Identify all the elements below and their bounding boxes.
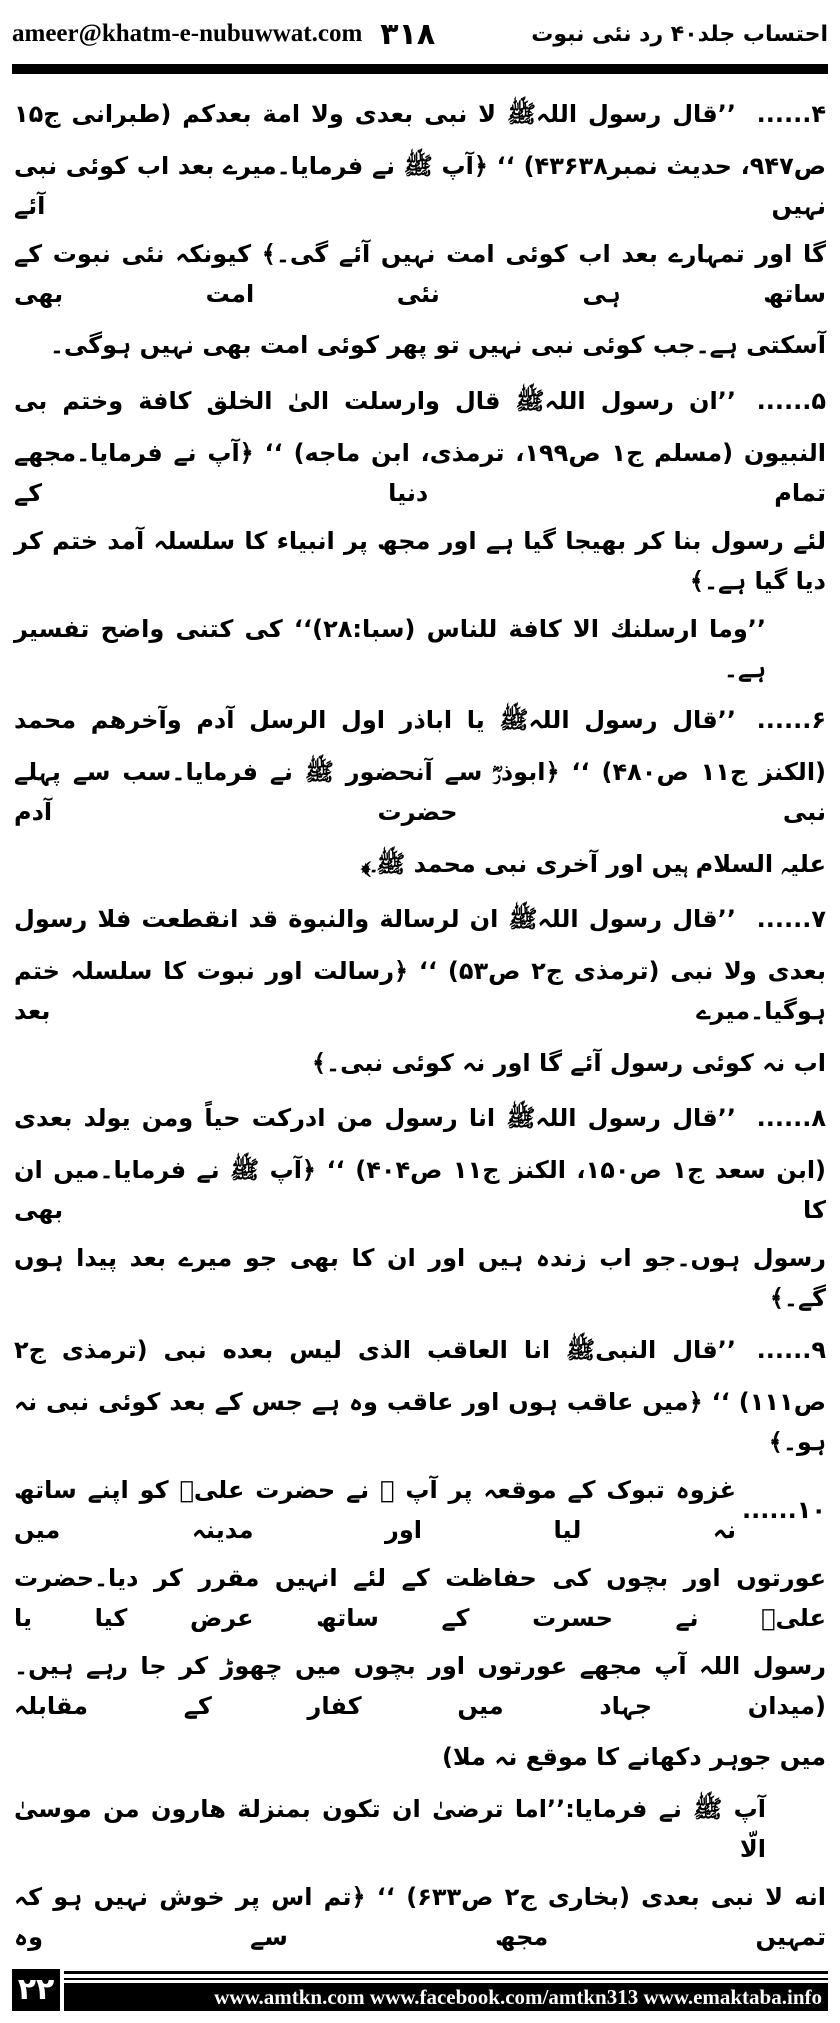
line-text: ص۹۴۷، حدیث نمبر۴۳۶۳۸) ‘‘ ﴿آپ ﷺ نے فرمایا۔میرے بعد اب کوئی نبی نہیں آئے [14, 151, 827, 220]
footer-page-number: ۲۲ [12, 1969, 60, 2011]
line-text: عورتوں اور بچوں کی حفاظت کے لئے انہیں مقرر کر دیا۔حضرت علیؓ نے حسرت کے ساتھ عرض کیا یا [14, 1563, 826, 1632]
text-line [14, 1322, 826, 1378]
line-text: (ابن سعد ج۱ ص۱۵۰، الکنز ج۱۱ ص۴۰۴) ‘‘ ﴿آپ ﷺ نے فرمایا۔میں ان کا بھی [14, 1156, 827, 1224]
footer-rule [64, 1971, 828, 1974]
text-line [14, 836, 826, 892]
text-line [14, 86, 826, 142]
line-text: ’’قال النبیﷺ انا العاقب الذی لیس بعده نبی (ترمذی ج۲ [14, 1335, 736, 1364]
text-line [14, 1730, 826, 1786]
footer-links: www.amtkn.com www.facebook.com/amtkn313 www.emaktaba.info [64, 1983, 828, 2011]
line-text: ’’قال رسول اللہﷺ انا رسول من ادرکت حیاً ومن یولد بعدی [14, 1104, 736, 1133]
line-text: لئے رسول بنا کر بھیجا گیا ہے اور مجھ پر انبیاء کا سلسلہ آمد ختم کر دیا گیا ہے۔﴾ [14, 526, 826, 595]
text-line [14, 1554, 826, 1642]
line-text: انه لا نبی بعدی (بخاری ج۲ ص۶۳۳) ‘‘ ﴿تم اس پر خوش نہیں ہو کہ تمہیں مجھ سے وہ [14, 1883, 826, 1951]
line-text: آسکتی ہے۔جب کوئی نبی نہیں تو پھر کوئی امت بھی نہیں ہوگی۔ [49, 331, 826, 360]
text-line [14, 517, 826, 605]
text-line [14, 1091, 826, 1147]
header-page-number: ۳۱۸ [380, 16, 436, 52]
text-line [14, 429, 826, 517]
text-line [14, 1642, 826, 1730]
text-line [14, 947, 826, 1035]
text-line [14, 693, 826, 749]
text-line [14, 1035, 826, 1091]
line-text: رسول ہوں۔جو اب زندہ ہیں اور ان کا بھی جو میرے بعد پیدا ہوں گے۔﴾ [14, 1244, 826, 1312]
item-number: ۹...... [756, 1335, 826, 1364]
line-text: علیہ السلام ہیں اور آخری نبی محمد ﷺ۔﴾ [361, 849, 826, 878]
text-line [14, 1466, 826, 1554]
text-line [14, 1873, 826, 1961]
text-line [14, 748, 826, 836]
header-email: ameer@khatm-e-nubuwwat.com [12, 20, 363, 47]
item-number: ۵...... [756, 386, 826, 415]
line-text: ’’قال رسول اللہﷺ یا اباذر اول الرسل آدم وآخرهم محمد [14, 706, 736, 735]
text-line [14, 318, 826, 374]
item-number: ۱۰...... [742, 1495, 826, 1524]
line-text: غزوہ تبوک کے موقعہ پر آپ ﷺ نے حضرت علیؓ کو اپنے ساتھ نہ لیا اور مدینہ میں [14, 1475, 736, 1544]
page-header [12, 0, 828, 54]
header-book-title: احتساب جلد۴۰ رد نئی نبوت [531, 21, 828, 47]
item-number: ۸...... [756, 1104, 826, 1133]
line-text: ص۱۱۱) ‘‘ ﴿میں عاقب ہوں اور عاقب وہ ہے جس کے بعد کوئی نبی نہ ہو۔﴾ [14, 1387, 826, 1456]
line-text: اب نہ کوئی رسول آئے گا اور نہ کوئی نبی۔﴾ [311, 1048, 826, 1077]
text-line [14, 1234, 826, 1322]
line-text: النبیون (مسلم ج۱ ص۱۹۹، ترمذی، ابن ماجه) ‘‘ ﴿آپ نے فرمایا۔مجھے تمام دنیا کے [14, 438, 826, 507]
text-line [14, 142, 826, 230]
header-rule [12, 64, 828, 74]
line-text: ’’قال رسول اللہﷺ ان لرسالة والنبوة قد انقطعت فلا رسول [14, 905, 736, 934]
line-text: رسول اللہ آپ مجھے عورتوں اور بچوں میں چھوڑ کر جا رہے ہیں۔(میدان جہاد میں کفار کے مقابلہ [14, 1651, 826, 1720]
item-number: ۶...... [756, 706, 826, 735]
line-text: ’’وما ارسلنك الا كافة للناس (سبا:۲۸)‘‘ کی کتنی واضح تفسیر ہے۔ [14, 614, 767, 683]
line-text: میں جوہر دکھانے کا موقع نہ ملا) [441, 1743, 826, 1772]
item-number: ۴...... [756, 99, 826, 128]
line-text: (الکنز ج۱۱ ص۴۸۰) ‘‘ ﴿ابوذرؓ سے آنحضور ﷺ نے فرمایا۔سب سے پہلے نبی حضرت آدم [14, 758, 827, 826]
page-footer [12, 1969, 828, 2011]
text-line [14, 605, 826, 693]
line-text: آپ ﷺ نے فرمایا:’’اما ترضیٰ ان تکون بمنزلة هارون من موسیٰ الّا [14, 1795, 766, 1863]
text-line [14, 1378, 826, 1466]
item-number: ۷...... [756, 905, 826, 934]
footer-rule [64, 1978, 828, 1980]
line-text: ’’ان رسول اللہﷺ قال وارسلت الیٰ الخلق کافة وختم بی [14, 386, 736, 415]
text-line [14, 1146, 826, 1234]
line-text: گا اور تمہارے بعد اب کوئی امت نہیں آئے گی۔﴾ کیونکہ نئی نبوت کے ساتھ ہی نئی امت بھی [14, 239, 826, 308]
line-text: بعدی ولا نبی (ترمذی ج۲ ص۵۳) ‘‘ ﴿رسالت اور نبوت کا سلسلہ ختم ہوگیا۔میرے بعد [14, 957, 826, 1025]
text-line [14, 1785, 826, 1873]
text-line [14, 230, 826, 318]
page-body [14, 86, 826, 1961]
text-line [14, 892, 826, 948]
text-line [14, 373, 826, 429]
line-text: ’’قال رسول اللہﷺ لا نبی بعدی ولا امة بعدکم (طبرانی ج۱۵ [14, 99, 736, 128]
